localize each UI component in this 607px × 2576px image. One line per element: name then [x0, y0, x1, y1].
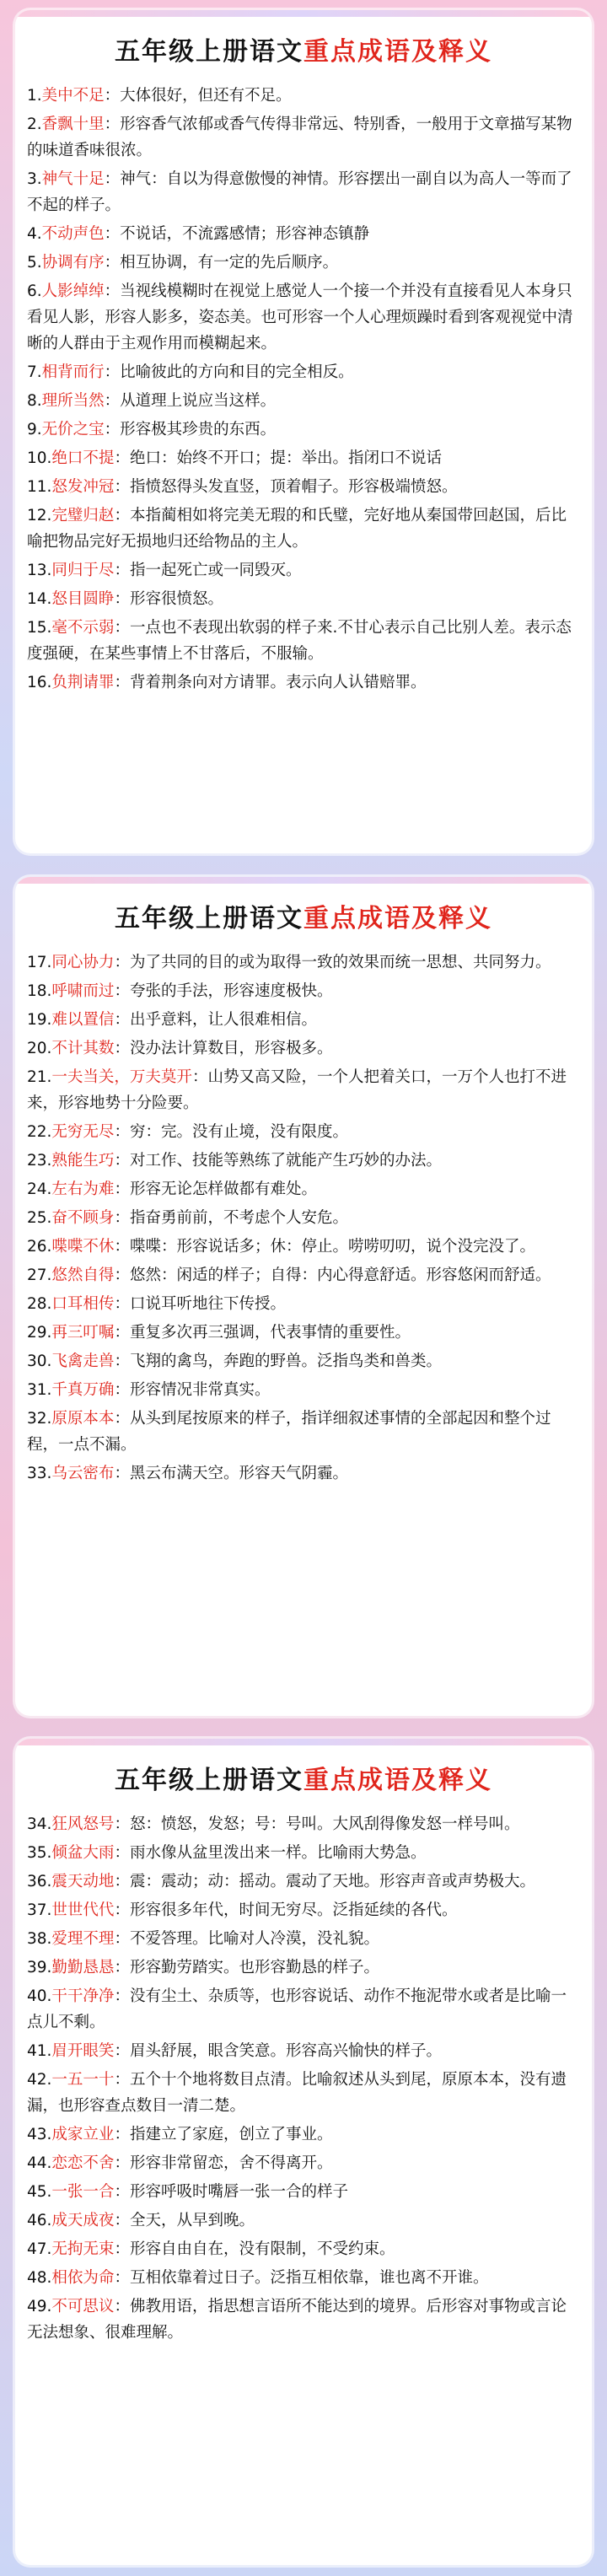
entry-term: 熟能生巧 [51, 1152, 115, 1170]
idiom-entry [27, 1406, 580, 1458]
idiom-entry [27, 1377, 580, 1403]
entry-term: 怒目圆睁 [51, 590, 115, 608]
card-title-plain: 五年级上册语文 [115, 1766, 304, 1795]
card-title-highlight: 重点成语及释义 [304, 904, 492, 933]
entry-term: 理所当然 [41, 392, 105, 410]
idiom-entry [27, 417, 580, 443]
entry-term: 负荆请罪 [51, 674, 115, 691]
entry-term: 一张一合 [51, 2183, 115, 2201]
entry-number: 49. [27, 2298, 52, 2315]
entry-term: 相依为命 [51, 2269, 115, 2287]
entry-number: 40. [27, 1987, 52, 2005]
entry-definition: ：形容极其珍贵的东西。 [104, 421, 277, 438]
entry-definition: ：互相依靠着过日子。泛指互相依靠，谁也离不开谁。 [114, 2269, 489, 2287]
entry-number: 27. [27, 1266, 52, 1284]
entry-definition: ：一点也不表现出软弱的样子来.不甘心表示自己比别人差。表示态度强硬，在某些事情上不甘落后，不服输。 [27, 619, 572, 663]
entry-definition: ：形容香气浓郁或香气传得非常远、特别香，一般用于文章描写某物的味道香味很浓。 [27, 116, 572, 159]
idiom-entry [27, 1064, 580, 1116]
entry-definition: ：大体很好，但还有不足。 [104, 87, 292, 105]
entry-term: 协调有序 [41, 254, 105, 272]
card-title [27, 1759, 580, 1796]
entry-term: 无价之宝 [41, 421, 105, 438]
idiom-entry [27, 1148, 580, 1174]
entry-term: 香飘十里 [41, 116, 105, 133]
entry-term: 倾盆大雨 [51, 1844, 115, 1862]
idiom-entry [27, 1176, 580, 1202]
entry-number: 11. [27, 478, 52, 496]
entry-number: 15. [27, 619, 52, 637]
idiom-entry [27, 445, 580, 471]
entry-number: 33. [27, 1465, 52, 1482]
entry-definition: ：山势又高又险，一个人把着关口，一万个人也打不进来，形容地势十分险要。 [27, 1068, 567, 1112]
entry-definition: ：怒：愤怒，发怒；号：号叫。大风刮得像发怒一样号叫。 [114, 1815, 520, 1833]
entry-number: 45. [27, 2183, 52, 2201]
card-title-plain: 五年级上册语文 [115, 904, 304, 933]
entry-term: 爱理不理 [51, 1930, 115, 1948]
entry-number: 20. [27, 1040, 52, 1057]
idiom-entry [27, 474, 580, 500]
entry-number: 9. [27, 421, 42, 438]
idiom-entry [27, 1840, 580, 1866]
entry-number: 7. [27, 363, 42, 381]
entry-definition: ：神气：自以为得意傲慢的神情。形容摆出一副自以为高人一等而了不起的样子。 [27, 170, 572, 214]
entry-number: 44. [27, 2154, 52, 2172]
idiom-entry [27, 1291, 580, 1317]
entry-term: 勤勤恳恳 [51, 1959, 115, 1976]
idiom-entry [27, 278, 580, 357]
entry-number: 29. [27, 1324, 52, 1342]
entry-definition: ：形容勤劳踏实。也形容勤恳的样子。 [114, 1959, 379, 1976]
entry-term: 人影绰绰 [41, 282, 105, 300]
entry-definition: ：本指蔺相如将完美无瑕的和氏璧，完好地从秦国带回赵国，后比喻把物品完好无损地归还给物品的主人。 [27, 507, 567, 551]
idiom-entry [27, 1460, 580, 1487]
entry-term: 口耳相传 [51, 1295, 115, 1313]
entry-definition: ：没有尘土、杂质等，也形容说话、动作不拖泥带水或者是比喻一点儿不剩。 [27, 1987, 567, 2031]
entry-definition: ：形容呼吸时嘴唇一张一合的样子 [114, 2183, 348, 2201]
idiom-entry [27, 1262, 580, 1288]
entry-definition: ：没办法计算数目，形容极多。 [114, 1040, 333, 1057]
entry-term: 毫不示弱 [51, 619, 115, 637]
entry-term: 乌云密布 [51, 1465, 115, 1482]
entry-term: 难以置信 [51, 1011, 115, 1029]
entry-number: 18. [27, 982, 52, 1000]
idiom-entry [27, 2265, 580, 2291]
idiom-entry [27, 2150, 580, 2176]
entry-term: 再三叮嘱 [51, 1324, 115, 1342]
entry-term: 怒发冲冠 [51, 478, 115, 496]
entry-number: 47. [27, 2240, 52, 2258]
entry-number: 17. [27, 954, 52, 971]
entry-number: 14. [27, 590, 52, 608]
idiom-entry [27, 1205, 580, 1231]
entry-definition: ：比喻彼此的方向和目的完全相反。 [104, 363, 354, 381]
entry-definition: ：全天，从早到晚。 [114, 2212, 255, 2229]
entry-definition: ：指一起死亡或一同毁灭。 [114, 562, 302, 579]
entry-term: 眉开眼笑 [51, 2042, 115, 2060]
entry-term: 不可思议 [51, 2298, 115, 2315]
entry-definition: ：眉头舒展，眼含笑意。形容高兴愉快的样子。 [114, 2042, 442, 2060]
entry-term: 成家立业 [51, 2126, 115, 2143]
entry-term: 干干净净 [51, 1987, 115, 2005]
entry-number: 25. [27, 1209, 52, 1227]
entry-definition: ：指建立了家庭，创立了事业。 [114, 2126, 333, 2143]
entry-list [27, 949, 580, 1487]
idiom-entry [27, 1119, 580, 1145]
idiom-entry [27, 1320, 580, 1346]
entry-definition: ：背着荆条向对方请罪。表示向人认错赔罪。 [114, 674, 427, 691]
entry-term: 世世代代 [51, 1901, 115, 1919]
entry-definition: ：震：震动；动：摇动。震动了天地。形容声音或声势极大。 [114, 1873, 535, 1890]
entry-number: 21. [27, 1068, 52, 1086]
card-title [27, 897, 580, 934]
entry-definition: ：不爱答理。比喻对人冷漠，没礼貌。 [114, 1930, 379, 1948]
entry-term: 原原本本 [51, 1410, 115, 1428]
idiom-entry [27, 1955, 580, 1981]
entry-definition: ：飞翔的禽鸟，奔跑的野兽。泛指鸟类和兽类。 [114, 1353, 442, 1370]
entry-definition: ：夸张的手法，形容速度极快。 [114, 982, 333, 1000]
entry-number: 30. [27, 1353, 52, 1370]
entry-number: 23. [27, 1152, 52, 1170]
entry-term: 悠然自得 [51, 1266, 115, 1284]
entry-number: 4. [27, 225, 42, 243]
entry-term: 同心协力 [51, 954, 115, 971]
idiom-entry [27, 949, 580, 976]
entry-number: 19. [27, 1011, 52, 1029]
entry-term: 同归于尽 [51, 562, 115, 579]
card-title [27, 30, 580, 67]
entry-number: 43. [27, 2126, 52, 2143]
idiom-entry [27, 1348, 580, 1374]
idiom-card-3 [15, 1739, 592, 2565]
entry-term: 一夫当关，万夫莫开 [51, 1068, 192, 1086]
idiom-entry [27, 670, 580, 696]
card-title-highlight: 重点成语及释义 [304, 1766, 492, 1795]
entry-term: 震天动地 [51, 1873, 115, 1890]
entry-definition: ：穷：完。没有止境，没有限度。 [114, 1123, 348, 1141]
idiom-entry [27, 1007, 580, 1033]
entry-number: 38. [27, 1930, 52, 1948]
entry-term: 千真万确 [51, 1381, 115, 1399]
entry-term: 神气十足 [41, 170, 105, 188]
idiom-entry [27, 1869, 580, 1895]
entry-term: 无拘无束 [51, 2240, 115, 2258]
entry-number: 39. [27, 1959, 52, 1976]
idiom-card-2 [15, 877, 592, 1716]
entry-definition: ：相互协调，有一定的先后顺序。 [104, 254, 339, 272]
entry-definition: ：形容情况非常真实。 [114, 1381, 271, 1399]
entry-list [27, 1811, 580, 2346]
idiom-entry [27, 221, 580, 247]
idiom-entry [27, 557, 580, 583]
entry-term: 不动声色 [41, 225, 105, 243]
entry-number: 6. [27, 282, 42, 300]
entry-definition: ：为了共同的目的或为取得一致的效果而统一思想、共同努力。 [114, 954, 551, 971]
entry-definition: ：从道理上说应当这样。 [104, 392, 277, 410]
entry-number: 37. [27, 1901, 52, 1919]
card-title-highlight: 重点成语及释义 [304, 37, 492, 67]
entry-definition: ：形容自由自在，没有限制，不受约束。 [114, 2240, 395, 2258]
entry-definition: ：不说话，不流露感情；形容神态镇静 [104, 225, 370, 243]
entry-definition: ：出乎意料，让人很难相信。 [114, 1011, 317, 1029]
entry-definition: ：对工作、技能等熟练了就能产生巧妙的办法。 [114, 1152, 442, 1170]
idiom-entry [27, 166, 580, 218]
entry-number: 32. [27, 1410, 52, 1428]
entry-term: 相背而行 [41, 363, 105, 381]
idiom-entry [27, 2236, 580, 2262]
entry-number: 48. [27, 2269, 52, 2287]
entry-definition: ：黑云布满天空。形容天气阴霾。 [114, 1465, 348, 1482]
entry-term: 成天成夜 [51, 2212, 115, 2229]
idiom-entry [27, 359, 580, 385]
entry-term: 左右为难 [51, 1180, 115, 1198]
idiom-entry [27, 1926, 580, 1952]
entry-definition: ：形容非常留恋，舍不得离开。 [114, 2154, 333, 2172]
entry-definition: ：形容很愤怒。 [114, 590, 223, 608]
entry-number: 46. [27, 2212, 52, 2229]
idiom-entry [27, 503, 580, 555]
idiom-card-1 [15, 10, 592, 853]
entry-list [27, 83, 580, 696]
entry-number: 41. [27, 2042, 52, 2060]
entry-definition: ：雨水像从盆里泼出来一样。比喻雨大势急。 [114, 1844, 427, 1862]
entry-term: 喋喋不休 [51, 1238, 115, 1256]
entry-number: 31. [27, 1381, 52, 1399]
entry-number: 35. [27, 1844, 52, 1862]
entry-term: 狂风怒号 [51, 1815, 115, 1833]
entry-definition: ：指愤怒得头发直竖，顶着帽子。形容极端愤怒。 [114, 478, 458, 496]
entry-term: 飞禽走兽 [51, 1353, 115, 1370]
entry-term: 恋恋不舍 [51, 2154, 115, 2172]
entry-term: 不计其数 [51, 1040, 115, 1057]
idiom-entry [27, 2122, 580, 2148]
idiom-entry [27, 615, 580, 667]
idiom-entry [27, 2067, 580, 2119]
entry-definition: ：口说耳听地往下传授。 [114, 1295, 286, 1313]
idiom-entry [27, 2038, 580, 2064]
idiom-entry [27, 586, 580, 612]
entry-term: 无穷无尽 [51, 1123, 115, 1141]
entry-number: 1. [27, 87, 42, 105]
idiom-entry [27, 111, 580, 164]
idiom-entry [27, 83, 580, 109]
entry-term: 完璧归赵 [51, 507, 115, 524]
idiom-entry [27, 978, 580, 1004]
entry-definition: ：重复多次再三强调，代表事情的重要性。 [114, 1324, 411, 1342]
entry-number: 26. [27, 1238, 52, 1256]
idiom-entry [27, 2294, 580, 2346]
entry-number: 16. [27, 674, 52, 691]
entry-definition: ：佛教用语，指思想言语所不能达到的境界。后形容对事物或言论无法想象、很难理解。 [27, 2298, 567, 2342]
entry-definition: ：形容很多年代，时间无穷尽。泛指延续的各代。 [114, 1901, 458, 1919]
entry-definition: ：从头到尾按原来的样子，指详细叙述事情的全部起因和整个过程，一点不漏。 [27, 1410, 551, 1454]
card-title-plain: 五年级上册语文 [115, 37, 304, 67]
idiom-entry [27, 250, 580, 276]
idiom-entry [27, 2208, 580, 2234]
entry-definition: ：绝口：始终不开口；提：举出。指闭口不说话 [114, 449, 442, 467]
entry-definition: ：形容无论怎样做都有难处。 [114, 1180, 317, 1198]
idiom-entry [27, 1234, 580, 1260]
entry-number: 3. [27, 170, 42, 188]
entry-number: 13. [27, 562, 52, 579]
entry-term: 呼啸而过 [51, 982, 115, 1000]
entry-number: 8. [27, 392, 42, 410]
idiom-entry [27, 1035, 580, 1062]
entry-term: 绝口不提 [51, 449, 115, 467]
entry-number: 5. [27, 254, 42, 272]
entry-number: 10. [27, 449, 52, 467]
entry-number: 28. [27, 1295, 52, 1313]
entry-number: 22. [27, 1123, 52, 1141]
entry-term: 一五一十 [51, 2071, 115, 2089]
entry-number: 36. [27, 1873, 52, 1890]
idiom-entry [27, 1897, 580, 1923]
entry-definition: ：五个十个地将数目点清。比喻叙述从头到尾，原原本本，没有遗漏，也形容查点数目一清二楚。 [27, 2071, 567, 2115]
idiom-entry [27, 1811, 580, 1837]
entry-term: 奋不顾身 [51, 1209, 115, 1227]
entry-number: 34. [27, 1815, 52, 1833]
entry-definition: ：指奋勇前前，不考虑个人安危。 [114, 1209, 348, 1227]
entry-definition: ：喋喋：形容说话多；休：停止。唠唠叨叨，说个没完没了。 [114, 1238, 535, 1256]
idiom-entry [27, 388, 580, 414]
entry-number: 12. [27, 507, 52, 524]
entry-number: 42. [27, 2071, 52, 2089]
idiom-entry [27, 2179, 580, 2205]
entry-definition: ：悠然：闲适的样子；自得：内心得意舒适。形容悠闲而舒适。 [114, 1266, 551, 1284]
entry-number: 2. [27, 116, 42, 133]
idiom-entry [27, 1983, 580, 2036]
entry-definition: ：当视线模糊时在视觉上感觉人一个接一个并没有直接看见人本身只看见人影，形容人影多，姿态美。也可形容一个人心理烦躁时看到客观视觉中清晰的人群由于主观作用而模糊起来。 [27, 282, 573, 352]
entry-number: 24. [27, 1180, 52, 1198]
entry-term: 美中不足 [41, 87, 105, 105]
